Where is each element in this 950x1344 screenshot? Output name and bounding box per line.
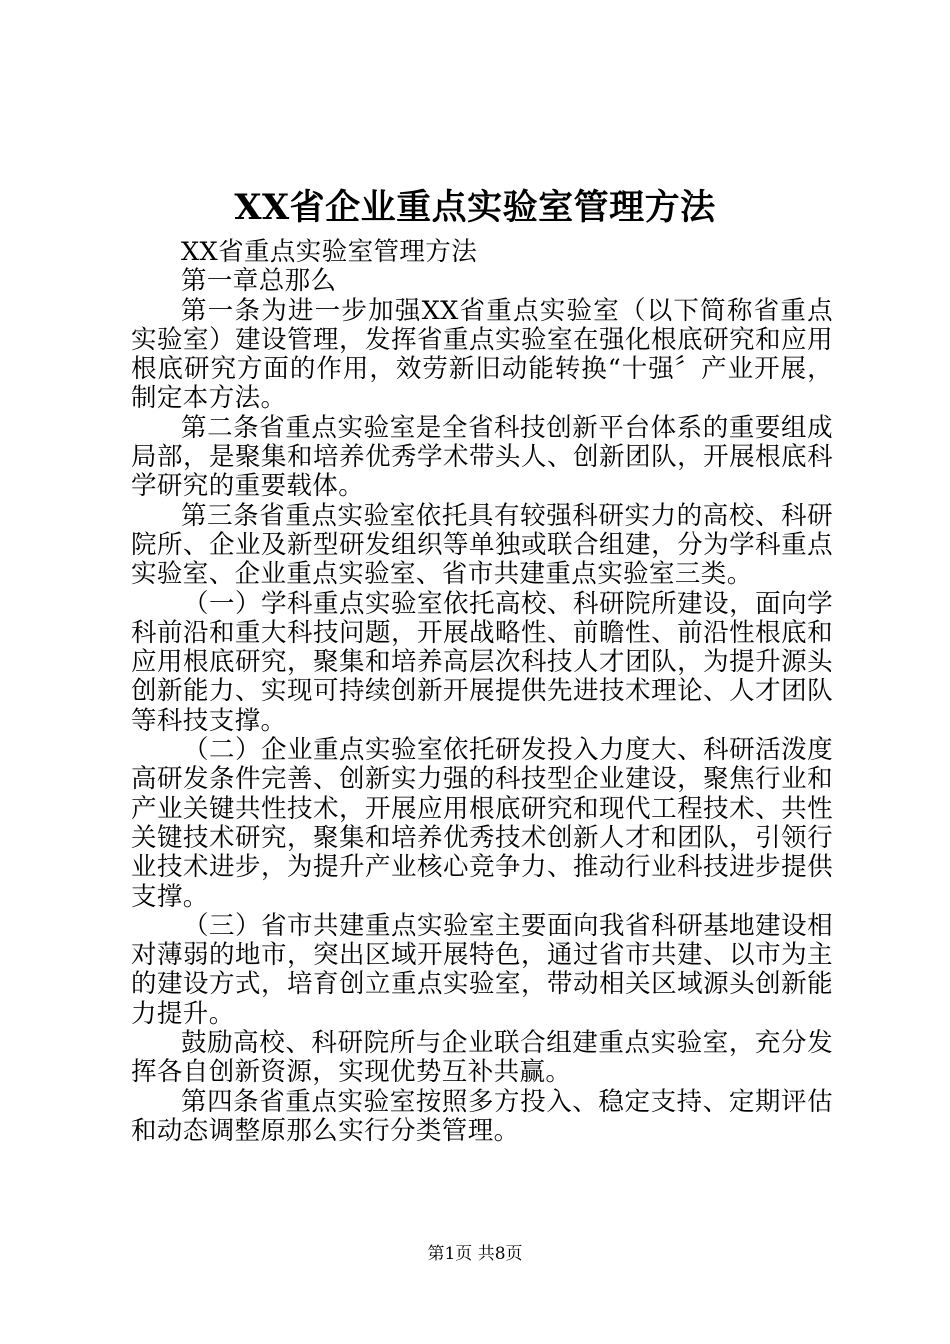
paragraph-item-1: （一）学科重点实验室依托高校、科研院所建设，面向学科前沿和重大科技问题，开展战略性、前瞻性、前沿性根底和应用根底研究，聚集和培养高层次科技人才团队，为提升源头创新能力、实现可持续创新开展提供先进技术理论、人才团队等科技支撑。 [131, 588, 833, 736]
page-footer: 第1页 共8页 [427, 1244, 523, 1264]
paragraph-article-3: 第三条省重点实验室依托具有较强科研实力的高校、科研院所、企业及新型研发组织等单独或联合组建，分为学科重点实验室、企业重点实验室、省市共建重点实验室三类。 [131, 500, 833, 590]
paragraph-article-2: 第二条省重点实验室是全省科技创新平台体系的重要组成局部，是聚集和培养优秀学术带头人、创新团队，开展根底科学研究的重要载体。 [131, 412, 833, 502]
paragraph-item-3: （三）省市共建重点实验室主要面向我省科研基地建设相对薄弱的地市，突出区域开展特色，通过省市共建、以市为主的建设方式，培育创立重点实验室，带动相关区域源头创新能力提升。 [131, 910, 833, 1029]
paragraph-article-4: 第四条省重点实验室按照多方投入、稳定支持、定期评估和动态调整原那么实行分类管理。 [131, 1086, 833, 1146]
paragraph-article-1: 第一条为进一步加强XX省重点实验室（以下简称省重点实验室）建设管理，发挥省重点实验室在强化根底研究和应用根底研究方面的作用，效劳新旧动能转换“十强〞产业开展，制定本方法。 [131, 295, 833, 414]
document-body [131, 238, 833, 1146]
paragraph-subtitle: XX省重点实验室管理方法 [181, 237, 478, 267]
paragraph-item-2: （二）企业重点实验室依托研发投入力度大、科研活泼度高研发条件完善、创新实力强的科技型企业建设，聚焦行业和产业关键共性技术，开展应用根底研究和现代工程技术、共性关键技术研究，聚集和培养优秀技术创新人才和团队，引领行业技术进步，为提升产业核心竞争力、推动行业科技进步提供支撑。 [131, 735, 833, 912]
paragraph-encouragement: 鼓励高校、科研院所与企业联合组建重点实验室，充分发挥各自创新资源，实现优势互补共赢。 [131, 1028, 833, 1088]
document-title: XX省企业重点实验室管理方法 [234, 187, 716, 228]
paragraph-chapter-heading: 第一章总那么 [181, 266, 337, 297]
